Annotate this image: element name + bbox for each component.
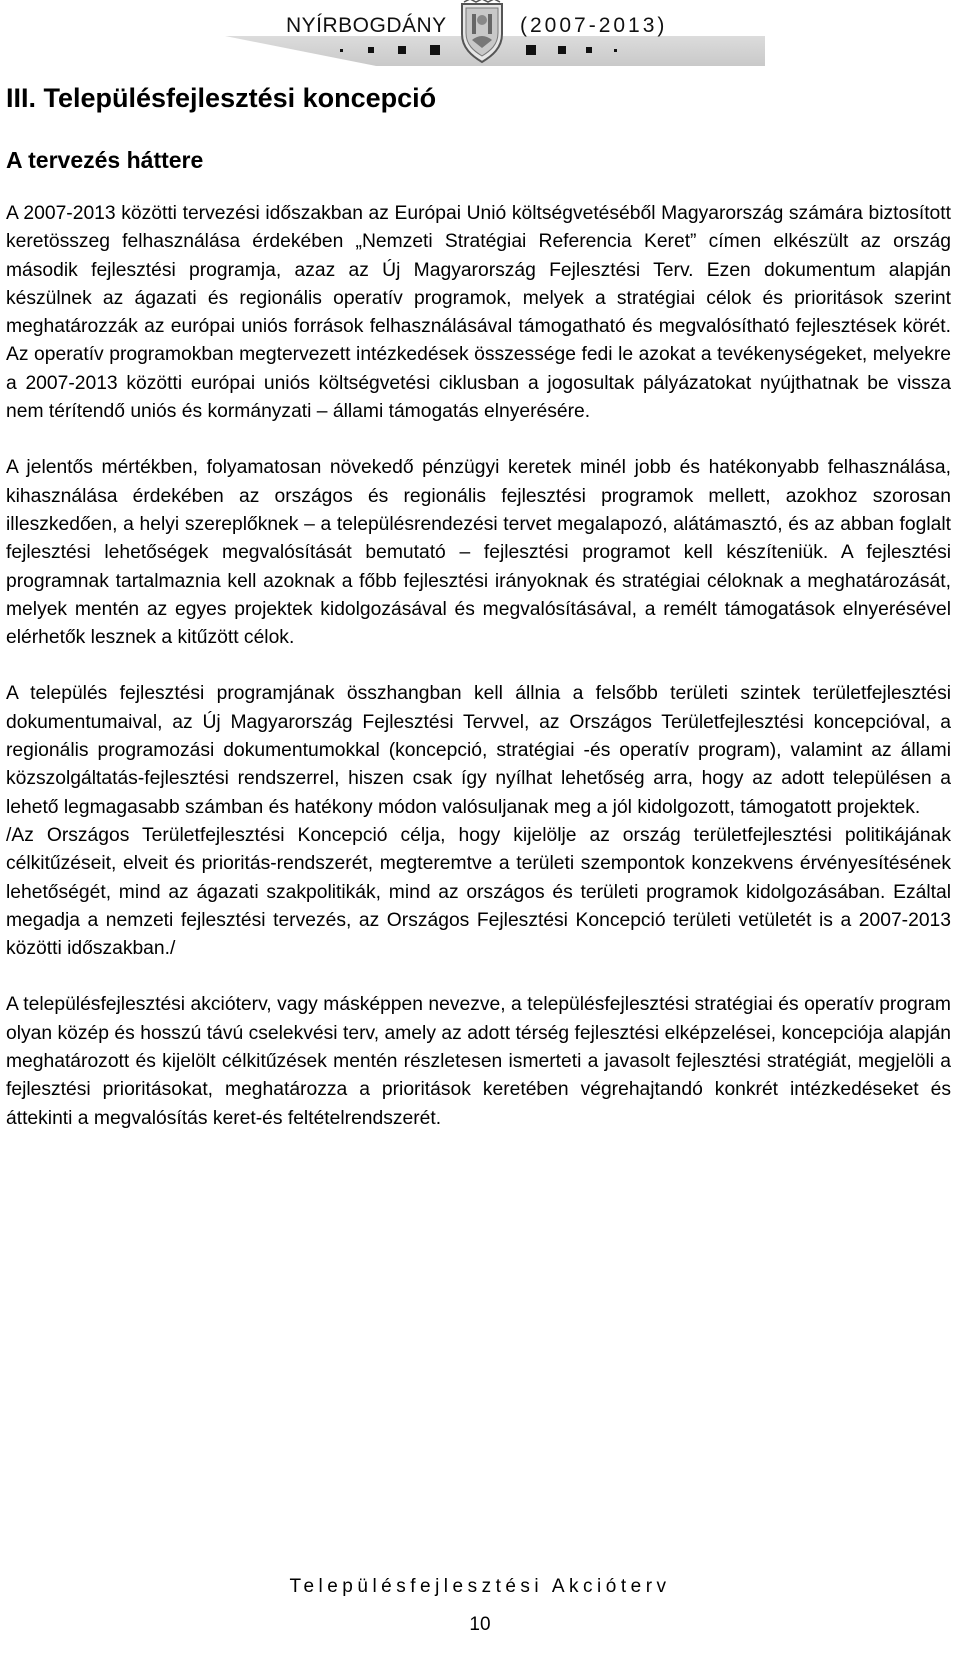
paragraph: A jelentős mértékben, folyamatosan növekedő pénzügyi keretek minél jobb és hatékonyabb felhasználása, kihasználása érdekében az országos és regionális fejlesztési programok mellett, azokhoz szorosan illeszkedően, a helyi szereplőknek – a településrendezési tervet megalapozó, alátámasztó, és az abban foglalt fejlesztési lehetőségek megvalósítását bemutató – fejlesztési programot kell készíteniük. A fejlesztési programnak tartalmaznia kell azoknak a főbb fejlesztési irányoknak és stratégiai céloknak a meghatározását, melyek mentén az egyes projektek kidolgozásával és megvalósításával, a remélt támogatások elnyerésével elérhetők lesznek a kitűzött célok. [6, 457, 951, 649]
paragraph: /Az Országos Területfejlesztési Koncepció célja, hogy kijelölje az ország területfejlesztési politikájának célkitűzéseit, elveit és prioritás-rendszerét, megteremtve a területi szempontok konzekvens érvényesítésének lehetőségét, mind az ágazati szakpolitikák, mind az országos és területi programok kidolgozásában. Ezáltal megadja a nemzeti fejlesztési tervezés, az Országos Fejlesztési Koncepció területi vetületét is a 2007-2013 közötti időszakban./ [6, 824, 951, 960]
paragraph: A település fejlesztési programjának összhangban kell állnia a felsőbb területi szintek területfejlesztési dokumentumaival, az Új Magyarország Fejlesztési Tervvel, az Országos Területfejlesztési koncepcióval, a regionális programozási dokumentumokkal (koncepció, stratégiai -és operatív program), valamint az állami közszolgáltatás-fejlesztési rendszerrel, hiszen csak így nyílhat lehetőség arra, hogy az adott településen a lehető legmagasabb számban és hatékony módon valósuljanak meg a jól kidolgozott, támogatott projektek. [6, 683, 951, 818]
section-title: A tervezés háttere [6, 147, 204, 173]
paragraph: A településfejlesztési akcióterv, vagy másképpen nevezve, a településfejlesztési stratégiai és operatív program olyan közép és hosszú távú cselekvési terv, amely az adott térség fejlesztési elképzelései, koncepciója alapján meghatározott és kijelölt célkitűzések mentén részletesen ismerteti a javasolt fejlesztési stratégiát, megjelöli a fejlesztési prioritásokat, meghatározza a prioritások keretében végrehajtandó konkrét intézkedéseket és áttekinti a megvalósítás keret-és feltételrendszerét. [6, 994, 951, 1129]
header-town-name: NYÍRBOGDÁNY [286, 14, 447, 37]
header-period: (2007-2013) [520, 14, 668, 37]
paragraph: A 2007-2013 közötti tervezési időszakban az Európai Unió költségvetéséből Magyarország számára biztosított keretösszeg felhasználása érdekében „Nemzeti Stratégiai Referencia Keret” címen elkészült az ország második fejlesztési programja, azaz az Új Magyarország Fejlesztési Terv. Ezen dokumentum alapján készülnek az ágazati és regionális operatív programok, melyek a stratégiai célok és prioritások szerint meghatározzák az európai uniós források felhasználásával támogatható és megvalósítható fejlesztések körét. Az operatív programokban megtervezett intézkedések összessége fedi le azokat a tevékenységeket, melyekre a 2007-2013 közötti európai uniós költségvetési ciklusban a jogosultak pályázatokat nyújthatnak be vissza nem térítendő uniós és kormányzati – állami támogatás elnyerésére. [6, 203, 951, 423]
document-body [6, 80, 951, 1133]
page-header [0, 0, 960, 70]
page-number: 10 [469, 1614, 491, 1635]
chapter-title: III. Településfejlesztési koncepció [6, 83, 437, 113]
coat-of-arms-icon [456, 0, 508, 64]
footer-title: Településfejlesztési Akcióterv [289, 1576, 671, 1597]
